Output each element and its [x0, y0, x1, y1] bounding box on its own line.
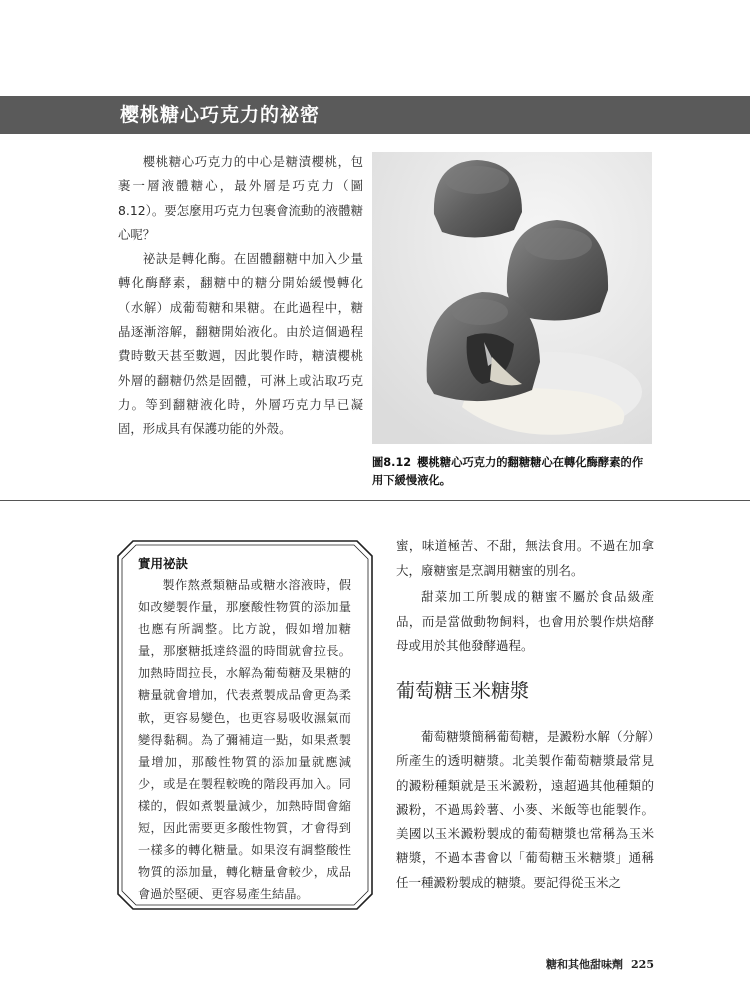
tip-box — [117, 540, 373, 910]
page-number: 225 — [631, 958, 654, 971]
figure-caption — [372, 454, 654, 490]
tip-box-title: 實用祕訣 — [138, 556, 189, 571]
glucose-paragraph: 葡萄糖漿簡稱葡萄糖，是澱粉水解（分解）所產生的透明糖漿。北美製作葡萄糖漿最常見的澱粉種類就是玉米澱粉，遠超過其他種類的澱粉，不過馬鈴薯、小麥、米飯等也能製作。美國以玉米澱粉製成的葡萄糖漿也常稱為玉米糖漿，不過本書會以「葡萄糖玉米糖漿」通稱任一種澱粉製成的糖漿。要記得從玉米之 — [396, 729, 654, 890]
continued-paragraph: 蜜，味道極苦、不甜，無法食用。不過在加拿大，廢糖蜜是烹調用糖蜜的別名。 — [396, 538, 654, 578]
intro-paragraph-2: 祕訣是轉化酶。在固體翻糖中加入少量轉化酶酵素，翻糖中的糖分開始緩慢轉化（水解）成葡萄糖和果糖。在此過程中，糖晶逐漸溶解，翻糖開始液化。由於這個過程費時數天甚至數週，因此製作時，糖漬櫻桃外層的翻糖仍然是固體，可淋上或沾取巧克力。等到翻糖液化時，外層巧克力早已凝固，形成具有保護功能的外殼。 — [118, 251, 363, 437]
section-title: 樱桃糖心巧克力的祕密 — [120, 104, 321, 126]
sugar-beet-paragraph: 甜菜加工所製成的糖蜜不屬於食品級產品，而是當做動物飼料，也會用於製作烘焙酵母或用於其他發酵過程。 — [396, 589, 654, 654]
figure-number: 圖8.12 — [372, 456, 412, 469]
page-footer — [546, 956, 654, 972]
section-banner — [0, 96, 750, 134]
right-column-top — [396, 534, 654, 659]
intro-paragraph-1: 櫻桃糖心巧克力的中心是糖漬櫻桃，包裹一層液體糖心，最外層是巧克力（圖8.12）。要怎麼用巧克力包裹會流動的液體糖心呢？ — [118, 154, 363, 242]
chocolate-illustration — [372, 152, 652, 444]
chocolate-photo — [372, 152, 652, 444]
horizontal-divider — [0, 500, 750, 501]
tip-box-text: 製作熬煮類糖品或糖水溶液時，假如改變製作量，那麼酸性物質的添加量也應有所調整。比方說，假如增加糖量，那麼糖抵達終溫的時間就會拉長。加熱時間拉長，水解為葡萄糖及果糖的糖量就會增加，代表煮製成品會更為柔軟，更容易變色，也更容易吸收濕氣而變得黏稠。為了彌補這一點，如果煮製量增加，那酸性物質的添加量就應減少，或是在製程較晚的階段再加入。同樣的，假如煮製量減少，加熱時間會縮短，因此需要更多酸性物質，才會得到一樣多的轉化糖量。如果沒有調整酸性物質的添加量，轉化糖量會較少，成品會過於堅硬、更容易產生結晶。 — [138, 578, 351, 902]
section-heading: 葡萄糖玉米糖漿 — [396, 680, 530, 702]
figure-caption-text: 櫻桃糖心巧克力的翻糖糖心在轉化酶酵素的作用下緩慢液化。 — [372, 456, 644, 487]
running-title: 糖和其他甜味劑 — [546, 958, 624, 971]
intro-text — [118, 150, 363, 442]
